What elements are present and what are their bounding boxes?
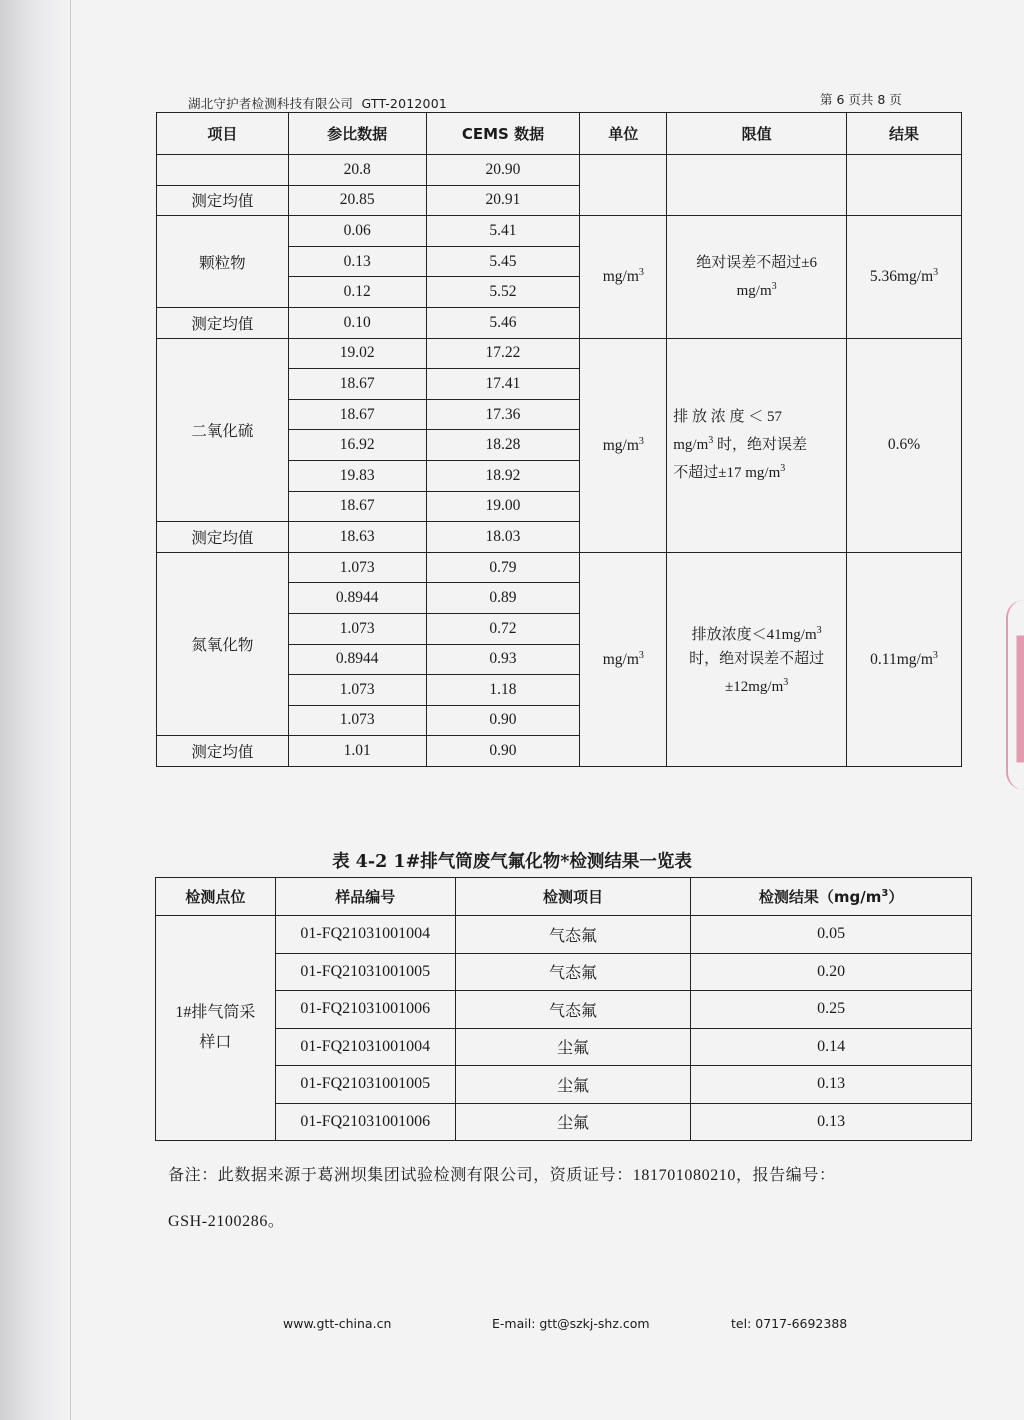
table-row: [156, 1103, 972, 1141]
cems-value: 0.93: [426, 644, 580, 675]
page-binding-shadow: [0, 0, 70, 1420]
test-item: 气态氟: [455, 916, 691, 954]
remark-line-2: GSH-2100286。: [168, 1213, 285, 1230]
unit-particulate: $mg/m^3$: [580, 216, 667, 338]
cems-mean: 20.91: [426, 185, 580, 216]
table-header-row: [157, 113, 962, 155]
cems-value: 5.41: [426, 216, 580, 247]
reference-value: 1.073: [288, 552, 426, 583]
col-header-unit: 单位: [580, 113, 667, 155]
limit-cell: [667, 155, 847, 216]
test-result: 0.20: [691, 953, 972, 991]
reference-value: 16.92: [288, 430, 426, 461]
col-header-item: 项目: [157, 113, 289, 155]
binding-line: [70, 0, 71, 1420]
col-header-test-item: 检测项目: [455, 878, 691, 916]
limit-particulate: 绝对误差不超过±6 $mg/m^3$: [667, 216, 847, 338]
reference-value: 0.8944: [288, 644, 426, 675]
reference-mean: 18.63: [288, 522, 426, 553]
col-header-reference: 参比数据: [288, 113, 426, 155]
table-row: [156, 916, 972, 954]
reference-value: 18.67: [288, 491, 426, 522]
limit-nox: 排放浓度$<41mg/m^3$ 时，绝对误差不超过 $\pm 12mg/m^3$: [667, 552, 847, 766]
reference-value: 18.67: [288, 369, 426, 400]
result-particulate: $5.36mg/m^3$: [847, 216, 962, 338]
company-name: 湖北守护者检测科技有限公司: [188, 96, 354, 111]
col-header-result: 结果: [847, 113, 962, 155]
cems-value: 1.18: [426, 675, 580, 706]
test-result: 0.14: [691, 1028, 972, 1066]
unit-cell: [580, 155, 667, 216]
cems-value: 18.28: [426, 430, 580, 461]
reference-value: 0.13: [288, 246, 426, 277]
page-number: 第 6 页共 8 页: [820, 92, 902, 107]
cems-mean: 0.90: [426, 736, 580, 767]
test-item: 尘氟: [455, 1103, 691, 1141]
reference-mean: 0.10: [288, 307, 426, 338]
table-row: [157, 216, 962, 247]
cems-value: 0.90: [426, 705, 580, 736]
test-result: 0.13: [691, 1066, 972, 1104]
table-row: [156, 991, 972, 1029]
cems-value: 0.72: [426, 613, 580, 644]
cems-value: 20.90: [426, 155, 580, 186]
cems-value: 17.41: [426, 369, 580, 400]
cems-value: 0.89: [426, 583, 580, 614]
report-header: [188, 94, 447, 112]
col-header-limit: 限值: [667, 113, 847, 155]
test-item: 气态氟: [455, 953, 691, 991]
sample-id: 01-FQ21031001004: [275, 916, 455, 954]
cems-mean: 18.03: [426, 522, 580, 553]
item-particulate: 颗粒物: [157, 216, 289, 308]
mean-label: 测定均值: [157, 307, 289, 338]
unit-so2: $mg/m^3$: [580, 338, 667, 552]
reference-value: 19.02: [288, 338, 426, 369]
mean-label: 测定均值: [157, 185, 289, 216]
col-header-test-result: 检测结果$(mg/m^3)$: [691, 878, 972, 916]
col-header-sample-id: 样品编号: [275, 878, 455, 916]
cems-value: 5.45: [426, 246, 580, 277]
report-code: GTT-2012001: [361, 96, 447, 111]
footer-tel: tel: 0717-6692388: [731, 1316, 848, 1331]
reference-value: 1.073: [288, 675, 426, 706]
cems-value: 17.22: [426, 338, 580, 369]
cems-value: 18.92: [426, 460, 580, 491]
table-row: [156, 1066, 972, 1104]
result-nox: $0.11mg/m^3$: [847, 552, 962, 766]
footer-email: E-mail: gtt@szkj-shz.com: [492, 1316, 650, 1331]
test-result: 0.13: [691, 1103, 972, 1141]
reference-value: 20.8: [288, 155, 426, 186]
col-header-location: 检测点位: [156, 878, 276, 916]
sample-id: 01-FQ21031001005: [275, 953, 455, 991]
test-item: 尘氟: [455, 1066, 691, 1104]
remark-line-1: 备注：此数据来源于葛洲坝集团试验检测有限公司，资质证号：181701080210，报告编号：: [168, 1167, 836, 1184]
reference-value: 1.073: [288, 613, 426, 644]
result-so2: 0.6%: [847, 338, 962, 552]
mean-label: 测定均值: [157, 522, 289, 553]
table-row: [156, 953, 972, 991]
item-so2: 二氧化硫: [157, 338, 289, 522]
table-row: [157, 338, 962, 369]
reference-value: 0.8944: [288, 583, 426, 614]
cems-mean: 5.46: [426, 307, 580, 338]
footer-website: www.gtt-china.cn: [283, 1316, 392, 1331]
table-row: [157, 552, 962, 583]
reference-value: 0.12: [288, 277, 426, 308]
fluoride-results-table: [155, 877, 972, 1141]
col-header-cems: CEMS 数据: [426, 113, 580, 155]
cems-value: 17.36: [426, 399, 580, 430]
red-stamp-edge: [1006, 600, 1024, 790]
cems-value: 5.52: [426, 277, 580, 308]
sample-id: 01-FQ21031001005: [275, 1066, 455, 1104]
item-nox: 氮氧化物: [157, 552, 289, 736]
reference-value: 19.83: [288, 460, 426, 491]
reference-value: 1.073: [288, 705, 426, 736]
table-row: [157, 155, 962, 186]
reference-mean: 20.85: [288, 185, 426, 216]
test-result: 0.25: [691, 991, 972, 1029]
test-item: 尘氟: [455, 1028, 691, 1066]
location-cell: 1#排气筒采 样口: [156, 916, 276, 1141]
result-cell: [847, 155, 962, 216]
reference-mean: 1.01: [288, 736, 426, 767]
reference-value: 18.67: [288, 399, 426, 430]
reference-value: 0.06: [288, 216, 426, 247]
table-row: [156, 1028, 972, 1066]
test-item: 气态氟: [455, 991, 691, 1029]
sample-id: 01-FQ21031001006: [275, 991, 455, 1029]
item-cell: [157, 155, 289, 186]
cems-value: 19.00: [426, 491, 580, 522]
table-header-row: [156, 878, 972, 916]
limit-so2: 排 放 浓 度 ＜ 57 $mg/m^3$ 时，绝对误差 不超过±17 $mg/m^3$: [667, 338, 847, 552]
test-result: 0.05: [691, 916, 972, 954]
table2-caption: 表 4-2 1#排气筒废气氟化物*检测结果一览表: [332, 852, 692, 872]
cems-comparison-table: [156, 112, 962, 767]
cems-value: 0.79: [426, 552, 580, 583]
sample-id: 01-FQ21031001004: [275, 1028, 455, 1066]
unit-nox: $mg/m^3$: [580, 552, 667, 766]
sample-id: 01-FQ21031001006: [275, 1103, 455, 1141]
mean-label: 测定均值: [157, 736, 289, 767]
